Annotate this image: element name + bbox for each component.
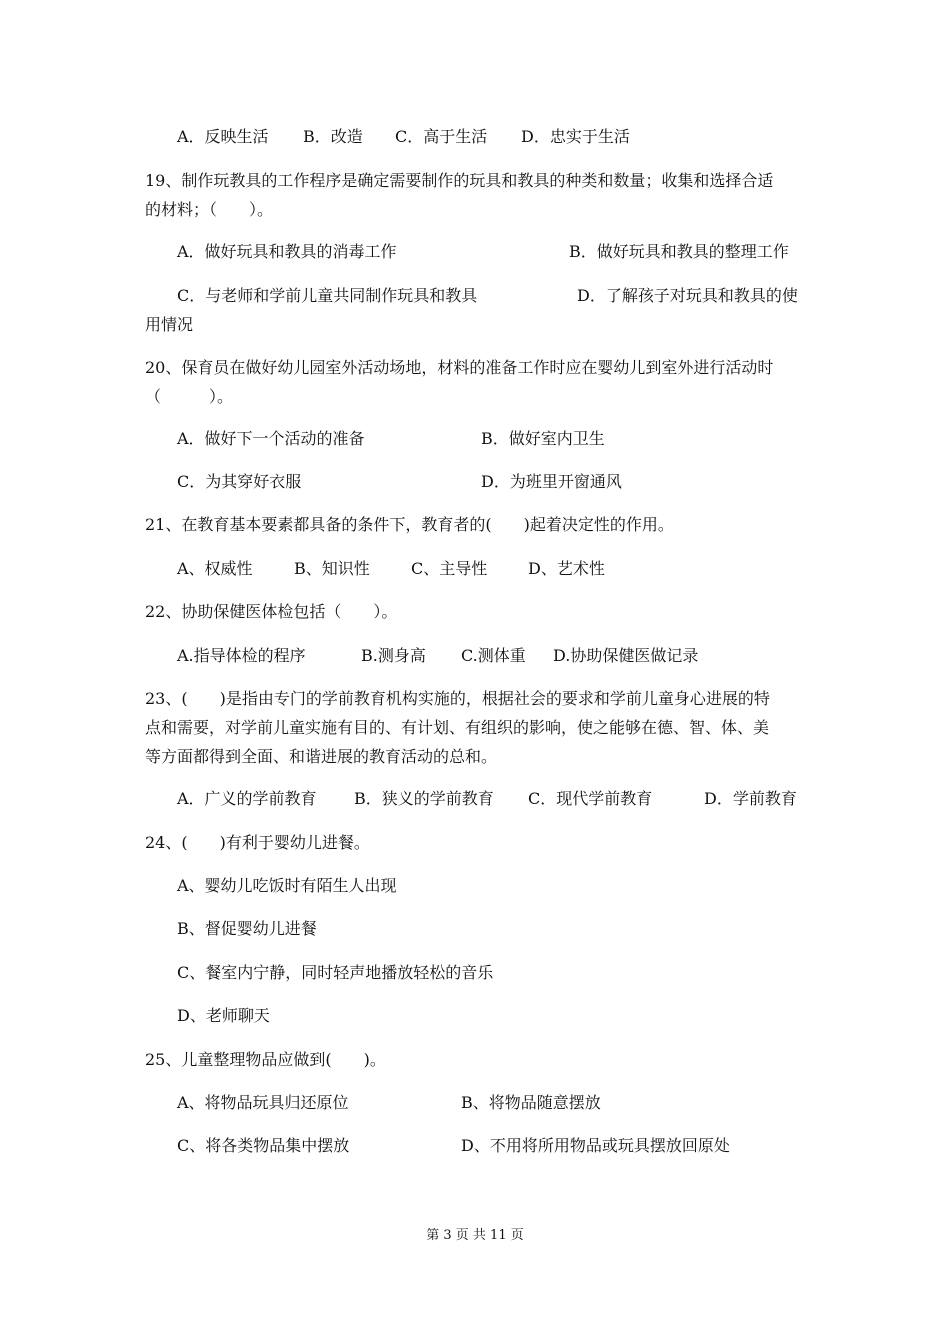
q21-option-d: D、艺术性	[528, 559, 605, 578]
q19-option-d: D．了解孩子对玩具和教具的使	[577, 286, 798, 305]
q18-option-b: B．改造	[303, 127, 363, 146]
q20-option-d: D．为班里开窗通风	[481, 472, 622, 491]
q23-stem-line3: 等方面都得到全面、和谐进展的教育活动的总和。	[145, 747, 498, 766]
q20-option-c: C．为其穿好衣服	[177, 472, 302, 491]
q18-option-a: A．反映生活	[177, 127, 269, 146]
q24-option-b: B、督促婴幼儿进餐	[177, 919, 317, 938]
q22-option-c: C.测体重	[461, 646, 526, 665]
q18-option-d: D．忠实于生活	[521, 127, 630, 146]
q20-stem-line2: （ ）。	[145, 387, 234, 406]
q23-option-c: C．现代学前教育	[528, 789, 653, 808]
q24-option-d: D、老师聊天	[177, 1006, 270, 1025]
q21-option-b: B、知识性	[294, 559, 370, 578]
q24-stem: 24、( )有利于婴幼儿进餐。	[145, 833, 370, 852]
q25-option-a: A、将物品玩具归还原位	[177, 1093, 349, 1112]
q19-option-b: B．做好玩具和教具的整理工作	[569, 242, 789, 261]
q25-option-d: D、不用将所用物品或玩具摆放回原处	[461, 1136, 730, 1155]
q22-stem: 22、协助保健医体检包括（ ）。	[145, 602, 398, 621]
q23-option-b: B．狭义的学前教育	[354, 789, 494, 808]
q20-option-a: A．做好下一个活动的准备	[177, 429, 365, 448]
q25-option-c: C、将各类物品集中摆放	[177, 1136, 350, 1155]
q18-option-c: C．高于生活	[395, 127, 488, 146]
q22-option-b: B.测身高	[361, 646, 426, 665]
q25-option-b: B、将物品随意摆放	[461, 1093, 601, 1112]
q23-option-d: D．学前教育	[704, 789, 797, 808]
q23-stem-line1: 23、( )是指由专门的学前教育机构实施的，根据社会的要求和学前儿童身心进展的特	[145, 689, 770, 708]
q24-option-c: C、餐室内宁静，同时轻声地播放轻松的音乐	[177, 963, 494, 982]
q22-option-a: A.指导体检的程序	[177, 646, 306, 665]
q21-stem: 21、在教育基本要素都具备的条件下，教育者的( )起着决定性的作用。	[145, 515, 674, 534]
q24-option-a: A、婴幼儿吃饭时有陌生人出现	[177, 876, 397, 895]
q19-stem-line2: 的材料；（ ）。	[145, 200, 274, 219]
q23-stem-line2: 点和需要，对学前儿童实施有目的、有计划、有组织的影响，使之能够在德、智、体、美	[145, 718, 770, 737]
q21-option-a: A、权威性	[177, 559, 253, 578]
q19-option-a: A．做好玩具和教具的消毒工作	[177, 242, 397, 261]
q19-option-c: C．与老师和学前儿童共同制作玩具和教具	[177, 286, 478, 305]
q19-option-d-continuation: 用情况	[145, 315, 194, 334]
q22-option-d: D.协助保健医做记录	[553, 646, 699, 665]
q20-option-b: B．做好室内卫生	[481, 429, 605, 448]
q20-stem-line1: 20、保育员在做好幼儿园室外活动场地，材料的准备工作时应在婴幼儿到室外进行活动时	[145, 358, 774, 377]
q25-stem: 25、儿童整理物品应做到( )。	[145, 1050, 386, 1069]
q23-option-a: A．广义的学前教育	[177, 789, 317, 808]
q19-stem-line1: 19、制作玩教具的工作程序是确定需要制作的玩具和教具的种类和数量；收集和选择合适	[145, 171, 774, 190]
q21-option-c: C、主导性	[411, 559, 488, 578]
page-number-footer: 第 3 页 共 11 页	[426, 1228, 524, 1243]
